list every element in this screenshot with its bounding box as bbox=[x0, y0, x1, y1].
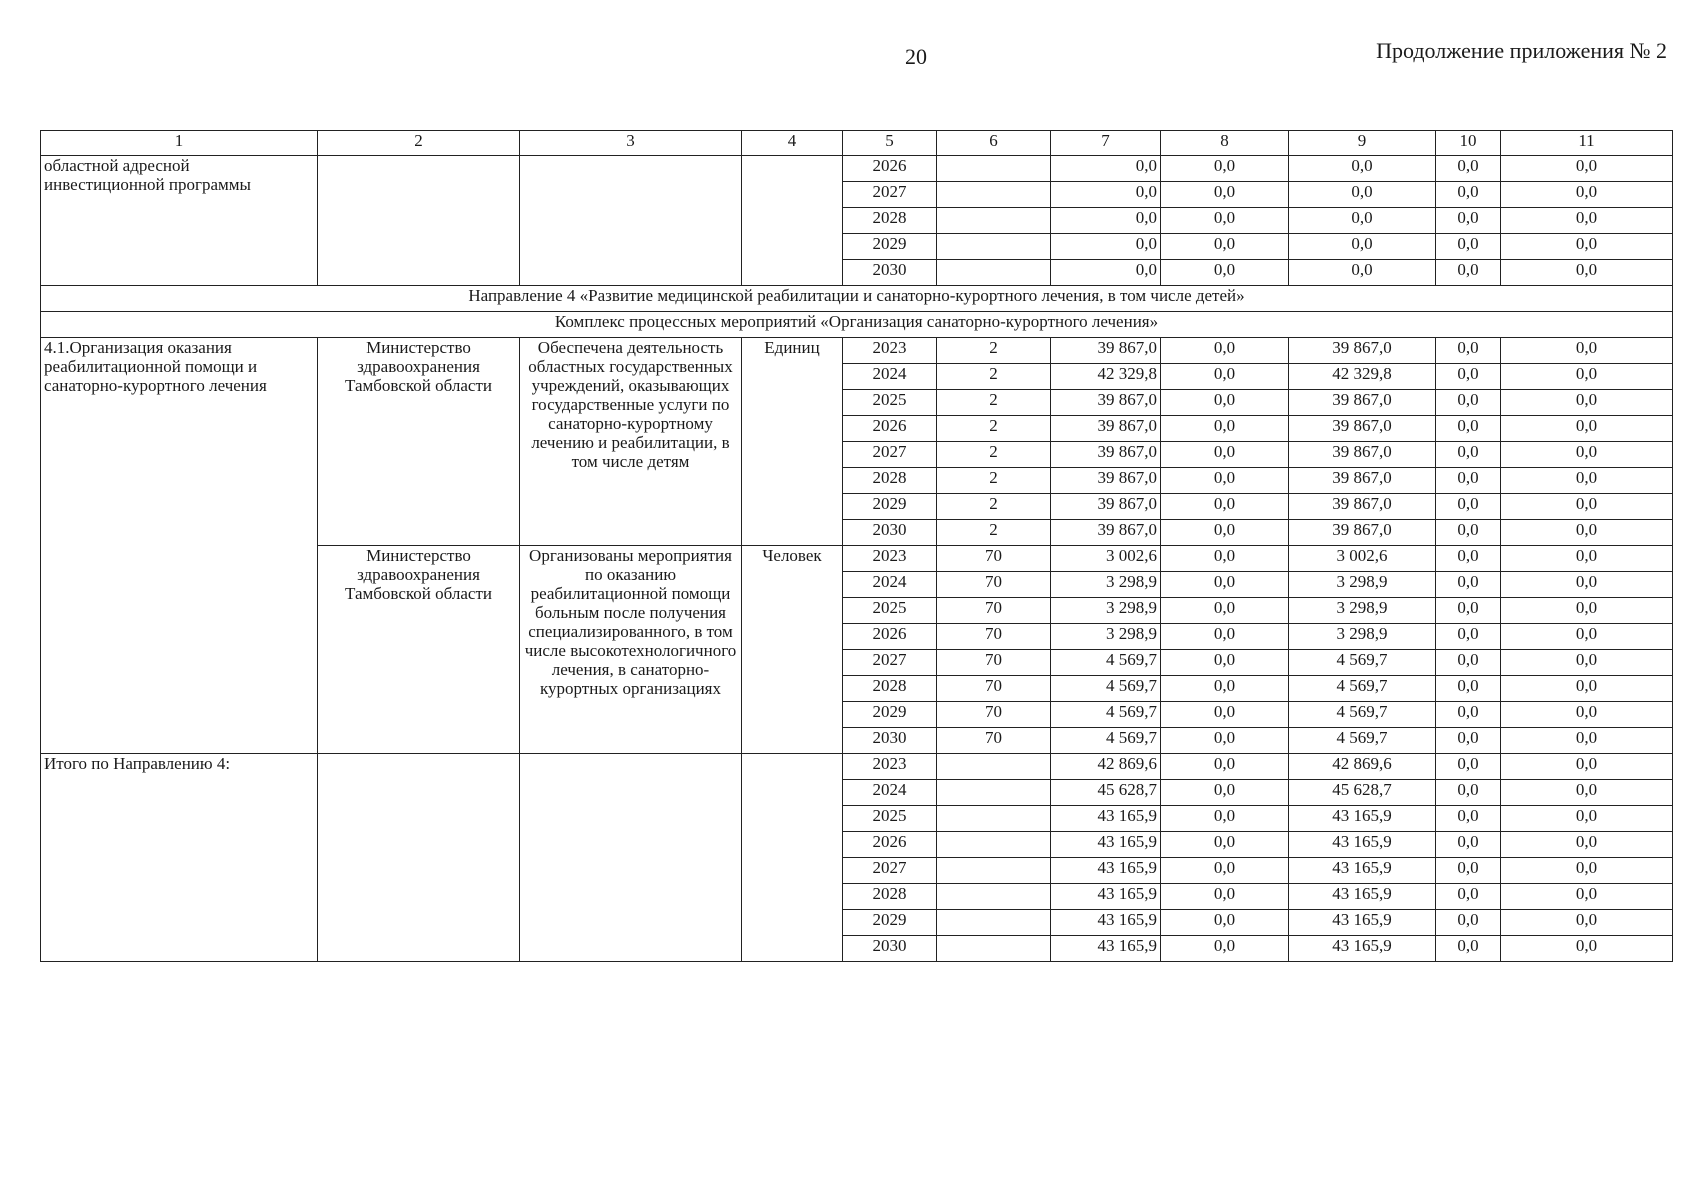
table-row bbox=[41, 338, 1673, 364]
value-cell: 0,0 bbox=[1501, 754, 1673, 780]
value-cell: 4 569,7 bbox=[1289, 650, 1436, 676]
value-cell: 43 165,9 bbox=[1051, 806, 1161, 832]
value-cell: 2 bbox=[937, 520, 1051, 546]
value-cell: 39 867,0 bbox=[1289, 468, 1436, 494]
column-number-row bbox=[41, 131, 1673, 156]
value-cell: 0,0 bbox=[1436, 806, 1501, 832]
year-cell: 2026 bbox=[843, 156, 937, 182]
value-cell: 70 bbox=[937, 728, 1051, 754]
value-cell: 39 867,0 bbox=[1289, 520, 1436, 546]
value-cell: 0,0 bbox=[1436, 364, 1501, 390]
value-cell: 0,0 bbox=[1501, 832, 1673, 858]
value-cell: 0,0 bbox=[1501, 650, 1673, 676]
value-cell: 0,0 bbox=[1436, 520, 1501, 546]
value-cell: 4 569,7 bbox=[1051, 728, 1161, 754]
value-cell: 0,0 bbox=[1161, 442, 1289, 468]
executor-cell: Министерство здравоохранения Тамбовской области bbox=[318, 546, 520, 754]
value-cell: 0,0 bbox=[1501, 156, 1673, 182]
value-cell: 42 329,8 bbox=[1289, 364, 1436, 390]
value-cell: 70 bbox=[937, 598, 1051, 624]
value-cell: 0,0 bbox=[1436, 546, 1501, 572]
empty-cell bbox=[937, 234, 1051, 260]
value-cell: 0,0 bbox=[1161, 754, 1289, 780]
empty-cell bbox=[937, 780, 1051, 806]
value-cell: 0,0 bbox=[1436, 468, 1501, 494]
value-cell: 0,0 bbox=[1501, 416, 1673, 442]
value-cell: 39 867,0 bbox=[1289, 416, 1436, 442]
value-cell: 0,0 bbox=[1436, 858, 1501, 884]
value-cell: 0,0 bbox=[1436, 494, 1501, 520]
empty-cell bbox=[318, 754, 520, 962]
value-cell: 70 bbox=[937, 572, 1051, 598]
empty-cell bbox=[937, 858, 1051, 884]
value-cell: 0,0 bbox=[1436, 598, 1501, 624]
year-cell: 2028 bbox=[843, 676, 937, 702]
table-row bbox=[41, 156, 1673, 182]
value-cell: 39 867,0 bbox=[1289, 442, 1436, 468]
value-cell: 0,0 bbox=[1436, 260, 1501, 286]
value-cell: 43 165,9 bbox=[1051, 832, 1161, 858]
column-number: 6 bbox=[937, 131, 1051, 156]
complex-title: Комплекс процессных мероприятий «Организация санаторно-курортного лечения» bbox=[41, 312, 1673, 338]
value-cell: 3 002,6 bbox=[1051, 546, 1161, 572]
value-cell: 0,0 bbox=[1436, 650, 1501, 676]
value-cell: 0,0 bbox=[1436, 416, 1501, 442]
year-cell: 2025 bbox=[843, 806, 937, 832]
value-cell: 0,0 bbox=[1436, 572, 1501, 598]
value-cell: 0,0 bbox=[1436, 234, 1501, 260]
year-cell: 2029 bbox=[843, 910, 937, 936]
year-cell: 2024 bbox=[843, 780, 937, 806]
year-cell: 2029 bbox=[843, 494, 937, 520]
value-cell: 0,0 bbox=[1161, 702, 1289, 728]
value-cell: 0,0 bbox=[1436, 182, 1501, 208]
value-cell: 43 165,9 bbox=[1289, 884, 1436, 910]
value-cell: 0,0 bbox=[1161, 182, 1289, 208]
column-number: 11 bbox=[1501, 131, 1673, 156]
value-cell: 0,0 bbox=[1161, 338, 1289, 364]
value-cell: 0,0 bbox=[1501, 572, 1673, 598]
value-cell: 0,0 bbox=[1161, 728, 1289, 754]
value-cell: 2 bbox=[937, 364, 1051, 390]
value-cell: 0,0 bbox=[1161, 572, 1289, 598]
value-cell: 2 bbox=[937, 338, 1051, 364]
empty-cell bbox=[937, 754, 1051, 780]
empty-cell bbox=[937, 156, 1051, 182]
value-cell: 0,0 bbox=[1501, 858, 1673, 884]
value-cell: 0,0 bbox=[1501, 208, 1673, 234]
value-cell: 45 628,7 bbox=[1051, 780, 1161, 806]
year-cell: 2023 bbox=[843, 546, 937, 572]
value-cell: 0,0 bbox=[1051, 208, 1161, 234]
value-cell: 0,0 bbox=[1161, 468, 1289, 494]
value-cell: 0,0 bbox=[1436, 728, 1501, 754]
value-cell: 0,0 bbox=[1289, 156, 1436, 182]
continuation-name: областной адресной инвестиционной программы bbox=[41, 156, 318, 286]
value-cell: 43 165,9 bbox=[1051, 858, 1161, 884]
value-cell: 0,0 bbox=[1501, 390, 1673, 416]
value-cell: 0,0 bbox=[1161, 208, 1289, 234]
value-cell: 0,0 bbox=[1161, 858, 1289, 884]
value-cell: 4 569,7 bbox=[1051, 702, 1161, 728]
value-cell: 39 867,0 bbox=[1289, 494, 1436, 520]
year-cell: 2025 bbox=[843, 598, 937, 624]
value-cell: 0,0 bbox=[1436, 936, 1501, 962]
value-cell: 0,0 bbox=[1161, 234, 1289, 260]
value-cell: 0,0 bbox=[1501, 442, 1673, 468]
unit-cell: Человек bbox=[742, 546, 843, 754]
empty-cell bbox=[937, 884, 1051, 910]
value-cell: 0,0 bbox=[1051, 182, 1161, 208]
value-cell: 0,0 bbox=[1161, 546, 1289, 572]
value-cell: 0,0 bbox=[1161, 260, 1289, 286]
year-cell: 2030 bbox=[843, 936, 937, 962]
appendix-note: Продолжение приложения № 2 bbox=[1376, 38, 1667, 63]
direction-title: Направление 4 «Развитие медицинской реабилитации и санаторно-курортного лечения, в том числе детей» bbox=[41, 286, 1673, 312]
value-cell: 0,0 bbox=[1501, 936, 1673, 962]
value-cell: 0,0 bbox=[1501, 884, 1673, 910]
value-cell: 2 bbox=[937, 442, 1051, 468]
value-cell: 43 165,9 bbox=[1051, 936, 1161, 962]
value-cell: 0,0 bbox=[1051, 260, 1161, 286]
value-cell: 0,0 bbox=[1436, 910, 1501, 936]
value-cell: 39 867,0 bbox=[1051, 520, 1161, 546]
value-cell: 0,0 bbox=[1501, 676, 1673, 702]
column-number: 5 bbox=[843, 131, 937, 156]
year-cell: 2026 bbox=[843, 832, 937, 858]
value-cell: 43 165,9 bbox=[1289, 910, 1436, 936]
value-cell: 0,0 bbox=[1501, 468, 1673, 494]
result-cell: Обеспечена деятельность областных государственных учреждений, оказывающих государственные услуги по санаторно-курортному лечению и реабилитации, в том числе детям bbox=[520, 338, 742, 546]
value-cell: 0,0 bbox=[1161, 598, 1289, 624]
total-row bbox=[41, 754, 1673, 780]
year-cell: 2023 bbox=[843, 754, 937, 780]
value-cell: 0,0 bbox=[1161, 156, 1289, 182]
value-cell: 2 bbox=[937, 416, 1051, 442]
direction-row bbox=[41, 286, 1673, 312]
value-cell: 3 298,9 bbox=[1051, 572, 1161, 598]
value-cell: 39 867,0 bbox=[1051, 442, 1161, 468]
unit-cell: Единиц bbox=[742, 338, 843, 546]
value-cell: 0,0 bbox=[1436, 780, 1501, 806]
value-cell: 0,0 bbox=[1161, 520, 1289, 546]
value-cell: 43 165,9 bbox=[1051, 884, 1161, 910]
value-cell: 0,0 bbox=[1161, 936, 1289, 962]
year-cell: 2027 bbox=[843, 442, 937, 468]
year-cell: 2030 bbox=[843, 520, 937, 546]
value-cell: 0,0 bbox=[1289, 234, 1436, 260]
value-cell: 0,0 bbox=[1289, 260, 1436, 286]
value-cell: 0,0 bbox=[1501, 728, 1673, 754]
value-cell: 0,0 bbox=[1436, 884, 1501, 910]
empty-cell bbox=[937, 910, 1051, 936]
empty-cell bbox=[937, 832, 1051, 858]
column-number: 9 bbox=[1289, 131, 1436, 156]
year-cell: 2027 bbox=[843, 858, 937, 884]
value-cell: 3 002,6 bbox=[1289, 546, 1436, 572]
value-cell: 3 298,9 bbox=[1289, 624, 1436, 650]
year-cell: 2026 bbox=[843, 416, 937, 442]
value-cell: 0,0 bbox=[1436, 338, 1501, 364]
empty-cell bbox=[937, 208, 1051, 234]
value-cell: 0,0 bbox=[1161, 676, 1289, 702]
value-cell: 43 165,9 bbox=[1289, 936, 1436, 962]
year-cell: 2024 bbox=[843, 572, 937, 598]
value-cell: 43 165,9 bbox=[1289, 806, 1436, 832]
year-cell: 2028 bbox=[843, 884, 937, 910]
value-cell: 2 bbox=[937, 468, 1051, 494]
value-cell: 0,0 bbox=[1436, 390, 1501, 416]
value-cell: 3 298,9 bbox=[1051, 624, 1161, 650]
value-cell: 0,0 bbox=[1501, 546, 1673, 572]
value-cell: 0,0 bbox=[1161, 390, 1289, 416]
value-cell: 2 bbox=[937, 494, 1051, 520]
page-number: 20 bbox=[905, 44, 927, 69]
value-cell: 70 bbox=[937, 702, 1051, 728]
value-cell: 0,0 bbox=[1501, 598, 1673, 624]
value-cell: 0,0 bbox=[1501, 806, 1673, 832]
value-cell: 0,0 bbox=[1501, 910, 1673, 936]
value-cell: 0,0 bbox=[1436, 208, 1501, 234]
value-cell: 0,0 bbox=[1161, 650, 1289, 676]
value-cell: 0,0 bbox=[1161, 364, 1289, 390]
column-number: 3 bbox=[520, 131, 742, 156]
empty-cell bbox=[520, 754, 742, 962]
year-cell: 2030 bbox=[843, 728, 937, 754]
value-cell: 0,0 bbox=[1051, 234, 1161, 260]
empty-cell bbox=[937, 182, 1051, 208]
empty-cell bbox=[937, 260, 1051, 286]
value-cell: 0,0 bbox=[1289, 182, 1436, 208]
value-cell: 39 867,0 bbox=[1051, 338, 1161, 364]
value-cell: 0,0 bbox=[1501, 338, 1673, 364]
value-cell: 0,0 bbox=[1161, 806, 1289, 832]
value-cell: 0,0 bbox=[1161, 624, 1289, 650]
value-cell: 0,0 bbox=[1161, 832, 1289, 858]
empty-cell bbox=[318, 156, 520, 286]
column-number: 1 bbox=[41, 131, 318, 156]
empty-cell bbox=[520, 156, 742, 286]
measure-name: 4.1.Организация оказания реабилитационной помощи и санаторно-курортного лечения bbox=[41, 338, 318, 754]
value-cell: 39 867,0 bbox=[1289, 390, 1436, 416]
value-cell: 0,0 bbox=[1161, 884, 1289, 910]
value-cell: 43 165,9 bbox=[1289, 832, 1436, 858]
value-cell: 0,0 bbox=[1289, 208, 1436, 234]
value-cell: 39 867,0 bbox=[1289, 338, 1436, 364]
value-cell: 3 298,9 bbox=[1289, 598, 1436, 624]
value-cell: 0,0 bbox=[1501, 520, 1673, 546]
value-cell: 70 bbox=[937, 624, 1051, 650]
column-number: 4 bbox=[742, 131, 843, 156]
value-cell: 0,0 bbox=[1501, 624, 1673, 650]
complex-row bbox=[41, 312, 1673, 338]
value-cell: 4 569,7 bbox=[1289, 728, 1436, 754]
year-cell: 2026 bbox=[843, 624, 937, 650]
value-cell: 0,0 bbox=[1501, 234, 1673, 260]
column-number: 8 bbox=[1161, 131, 1289, 156]
value-cell: 2 bbox=[937, 390, 1051, 416]
value-cell: 0,0 bbox=[1436, 156, 1501, 182]
empty-cell bbox=[742, 754, 843, 962]
year-cell: 2028 bbox=[843, 468, 937, 494]
empty-cell bbox=[937, 936, 1051, 962]
value-cell: 4 569,7 bbox=[1051, 676, 1161, 702]
year-cell: 2024 bbox=[843, 364, 937, 390]
year-cell: 2028 bbox=[843, 208, 937, 234]
value-cell: 0,0 bbox=[1161, 910, 1289, 936]
value-cell: 0,0 bbox=[1501, 364, 1673, 390]
value-cell: 45 628,7 bbox=[1289, 780, 1436, 806]
value-cell: 0,0 bbox=[1436, 702, 1501, 728]
year-cell: 2025 bbox=[843, 390, 937, 416]
value-cell: 0,0 bbox=[1501, 702, 1673, 728]
executor-cell: Министерство здравоохранения Тамбовской области bbox=[318, 338, 520, 546]
value-cell: 0,0 bbox=[1161, 494, 1289, 520]
value-cell: 3 298,9 bbox=[1051, 598, 1161, 624]
year-cell: 2029 bbox=[843, 234, 937, 260]
value-cell: 70 bbox=[937, 650, 1051, 676]
year-cell: 2030 bbox=[843, 260, 937, 286]
value-cell: 0,0 bbox=[1161, 780, 1289, 806]
value-cell: 42 329,8 bbox=[1051, 364, 1161, 390]
value-cell: 0,0 bbox=[1436, 442, 1501, 468]
value-cell: 3 298,9 bbox=[1289, 572, 1436, 598]
value-cell: 0,0 bbox=[1161, 416, 1289, 442]
value-cell: 42 869,6 bbox=[1289, 754, 1436, 780]
value-cell: 4 569,7 bbox=[1051, 650, 1161, 676]
total-name: Итого по Направлению 4: bbox=[41, 754, 318, 962]
year-cell: 2027 bbox=[843, 182, 937, 208]
value-cell: 39 867,0 bbox=[1051, 494, 1161, 520]
column-number: 10 bbox=[1436, 131, 1501, 156]
value-cell: 43 165,9 bbox=[1051, 910, 1161, 936]
budget-table bbox=[40, 130, 1673, 962]
value-cell: 0,0 bbox=[1501, 494, 1673, 520]
value-cell: 70 bbox=[937, 546, 1051, 572]
value-cell: 70 bbox=[937, 676, 1051, 702]
value-cell: 39 867,0 bbox=[1051, 416, 1161, 442]
value-cell: 0,0 bbox=[1436, 624, 1501, 650]
year-cell: 2029 bbox=[843, 702, 937, 728]
value-cell: 0,0 bbox=[1501, 780, 1673, 806]
value-cell: 4 569,7 bbox=[1289, 676, 1436, 702]
value-cell: 0,0 bbox=[1436, 676, 1501, 702]
value-cell: 0,0 bbox=[1436, 832, 1501, 858]
empty-cell bbox=[742, 156, 843, 286]
year-cell: 2027 bbox=[843, 650, 937, 676]
result-cell: Организованы мероприятия по оказанию реабилитационной помощи больным после получения специализированного, в том числе высокотехнологичного лечения, в санаторно-курортных организациях bbox=[520, 546, 742, 754]
value-cell: 4 569,7 bbox=[1289, 702, 1436, 728]
value-cell: 0,0 bbox=[1436, 754, 1501, 780]
value-cell: 43 165,9 bbox=[1289, 858, 1436, 884]
value-cell: 0,0 bbox=[1501, 182, 1673, 208]
value-cell: 42 869,6 bbox=[1051, 754, 1161, 780]
column-number: 2 bbox=[318, 131, 520, 156]
value-cell: 39 867,0 bbox=[1051, 468, 1161, 494]
year-cell: 2023 bbox=[843, 338, 937, 364]
column-number: 7 bbox=[1051, 131, 1161, 156]
empty-cell bbox=[937, 806, 1051, 832]
value-cell: 0,0 bbox=[1501, 260, 1673, 286]
value-cell: 39 867,0 bbox=[1051, 390, 1161, 416]
value-cell: 0,0 bbox=[1051, 156, 1161, 182]
